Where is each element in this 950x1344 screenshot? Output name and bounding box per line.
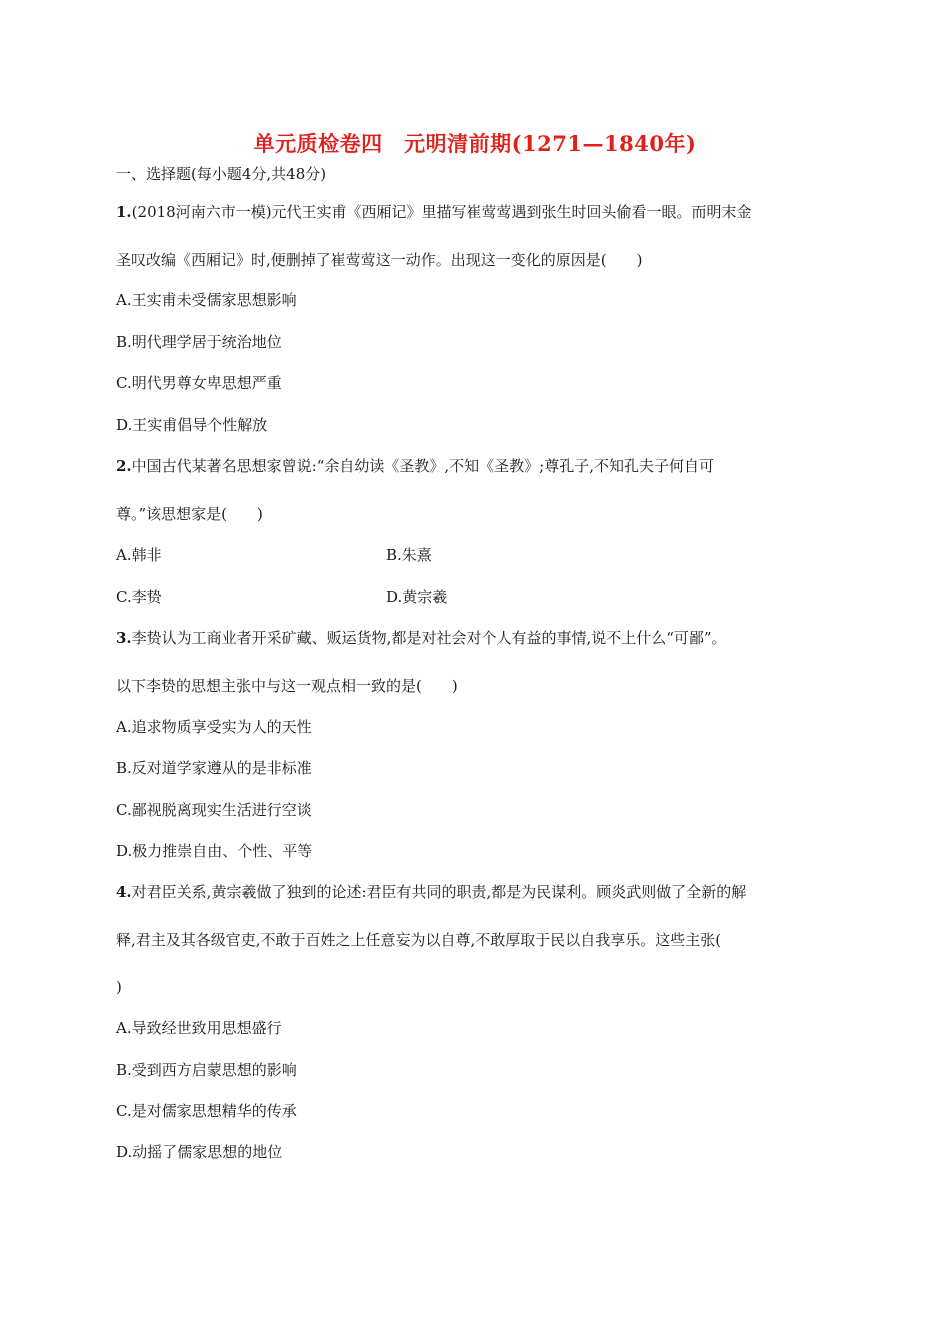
question-3-line-2: 以下李贽的思想主张中与这一观点相一致的是( )	[116, 677, 458, 695]
question-4-line-1: 4.对君臣关系,黄宗羲做了独到的论述:君臣有共同的职责,都是为民谋利。顾炎武则做了全新的解	[116, 883, 747, 901]
question-4-option-d: D.动摇了儒家思想的地位	[116, 1143, 283, 1161]
question-3-line-1: 3.李贽认为工商业者开采矿藏、贩运货物,都是对社会对个人有益的事情,说不上什么“可鄙”。	[116, 629, 727, 647]
question-2-option-b: B.朱熹	[386, 546, 432, 564]
question-1-option-c: C.明代男尊女卑思想严重	[116, 374, 282, 392]
question-2-line-1: 2.中国古代某著名思想家曾说:“余自幼读《圣教》,不知《圣教》;尊孔子,不知孔夫子何自可	[116, 457, 714, 475]
question-4-option-c: C.是对儒家思想精华的传承	[116, 1102, 297, 1120]
question-1-option-a: A.王实甫未受儒家思想影响	[116, 291, 297, 309]
question-4-option-a: A.导致经世致用思想盛行	[116, 1019, 282, 1037]
question-4-line-3: )	[116, 978, 122, 996]
question-3-option-c: C.鄙视脱离现实生活进行空谈	[116, 801, 312, 819]
question-number: 2.	[116, 457, 132, 475]
section-heading: 一、选择题(每小题4分,共48分)	[116, 165, 327, 183]
question-number: 4.	[116, 883, 132, 901]
question-4-option-b: B.受到西方启蒙思想的影响	[116, 1061, 297, 1079]
page-title: 单元质检卷四 元明清前期(1271—1840年)	[253, 131, 697, 156]
question-number: 3.	[116, 629, 132, 647]
question-1-line-1: 1.(2018河南六市一模)元代王实甫《西厢记》里描写崔莺莺遇到张生时回头偷看一眼。而明末金	[116, 203, 752, 221]
question-3-option-d: D.极力推崇自由、个性、平等	[116, 842, 313, 860]
question-4-line-2: 释,君主及其各级官吏,不敢于百姓之上任意妄为以自尊,不敢厚取于民以自我享乐。这些主张(	[116, 931, 722, 949]
question-3-option-b: B.反对道学家遵从的是非标准	[116, 759, 312, 777]
question-number: 1.	[116, 203, 132, 221]
question-1-option-b: B.明代理学居于统治地位	[116, 333, 282, 351]
question-2-option-a: A.韩非	[116, 546, 162, 564]
question-3-option-a: A.追求物质享受实为人的天性	[116, 718, 312, 736]
question-2-line-2: 尊。”该思想家是( )	[116, 505, 263, 523]
question-1-line-2: 圣叹改编《西厢记》时,便删掉了崔莺莺这一动作。出现这一变化的原因是( )	[116, 251, 643, 269]
question-1-option-d: D.王实甫倡导个性解放	[116, 416, 268, 434]
question-2-option-c: C.李贽	[116, 588, 162, 606]
question-2-option-d: D.黄宗羲	[386, 588, 448, 606]
